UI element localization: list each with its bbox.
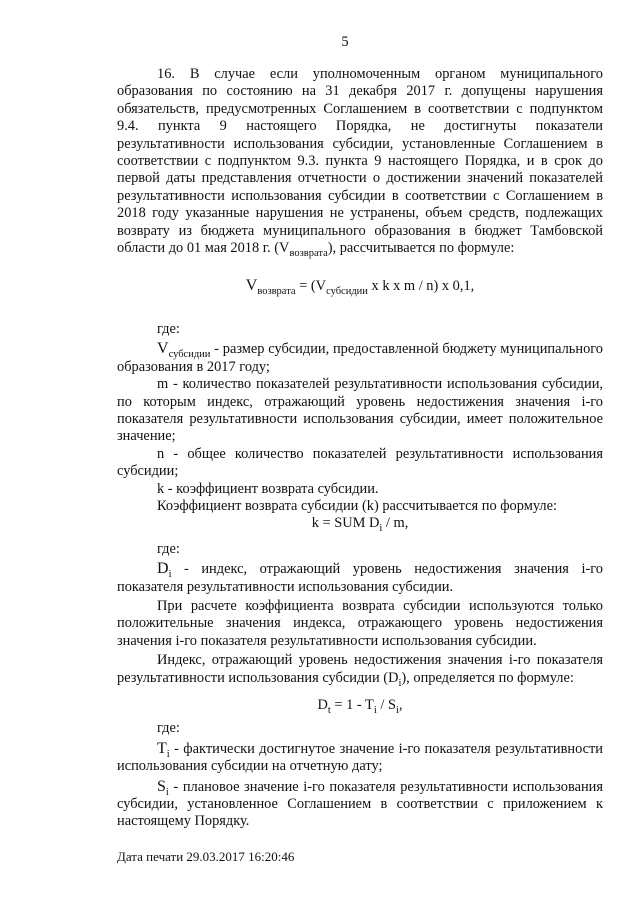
subscript: i [168, 569, 172, 581]
definition-d [117, 560, 603, 596]
definition-m: m - количество показателей результативности использования субсидии, по которым индекс, отражающий уровень недостижения значения i-го показателя результативности использования субсидии, имеет положительное значение; [117, 376, 603, 445]
formula-index [117, 697, 603, 714]
definition-text: - фактически достигнутое значение i-го показателя результативности использования субсидии на отчетную дату; [117, 740, 603, 775]
where-label: где: [157, 540, 180, 557]
formula-symbol: T [157, 739, 167, 757]
subscript: i [398, 677, 402, 689]
index-intro [117, 652, 603, 687]
subscript: i [379, 523, 383, 535]
formula-symbol: S [157, 777, 166, 795]
formula-symbol: V [245, 277, 258, 295]
subscript: i [166, 748, 170, 760]
subscript: субсидии [326, 286, 368, 298]
paragraph-16-end: ), рассчитывается по формуле: [327, 240, 515, 257]
subscript: возврата [289, 248, 328, 260]
subscript: t [327, 705, 331, 716]
paragraph-16-text: 16. В случае если уполномоченным органом муниципального образования по состоянию на 31 декабря 2017 г. допущены нарушения обязательств, предусмотренных Соглашением в соответствии с подпунктом 9.4. пункта 9 настоящего Порядка, не достигнуты показатели результативности использования субсидии, установленные Соглашением в соответствии с подпунктом 9.3. пункта 9 настоящего Порядка, и в срок до первой даты представления отчетности о достижении значений показателей результативности использования субсидии в соответствии с Соглашением в 2018 году указанные нарушения не устранены, объем средств, подлежащих возврату из бюджета муниципального образования в бюджет Тамбовской области до 01 мая 2018 г. (V [117, 66, 603, 257]
formula-symbol: D [317, 697, 328, 713]
formula-part: k = SUM D [311, 515, 380, 532]
formula-return-volume [117, 277, 603, 298]
formula-part: , [398, 697, 403, 713]
page-number: 5 [341, 34, 349, 50]
subscript: i [373, 705, 377, 716]
definition-s [117, 778, 603, 831]
definition-n: n - общее количество показателей результативности использования субсидии; [117, 445, 603, 480]
formula-part: / m, [382, 515, 409, 532]
definition-text: - плановое значение i-го показателя результативности использования субсидии, установленное Соглашением в соответствии с приложением к настоящему Порядку. [117, 778, 603, 830]
formula-k [117, 515, 603, 535]
definition-t [117, 740, 603, 776]
subscript: субсидии [168, 349, 211, 361]
definition-k: k - коэффициент возврата субсидии. [157, 480, 379, 497]
calculation-note: При расчете коэффициента возврата субсидии используются только положительные значения индекса, отражающего уровень недостижения значения i-го показателя результативности использования субсидии. [117, 597, 603, 649]
formula-symbol: V [157, 340, 169, 358]
print-date-footer: Дата печати 29.03.2017 16:20:46 [117, 849, 295, 864]
paragraph-text: Индекс, отражающий уровень недостижения значения i-го показателя результативности использования субсидии (D [117, 652, 603, 686]
formula-symbol: D [157, 560, 169, 578]
where-label: где: [157, 720, 180, 737]
formula-part: = 1 - T [330, 697, 374, 713]
formula-part: / S [376, 697, 396, 713]
subscript: i [395, 705, 399, 716]
definition-text: - размер субсидии, предоставленной бюджету муниципального образования в 2017 году; [117, 341, 603, 375]
paragraph-text: ), определяется по формуле: [401, 669, 574, 686]
subscript: i [165, 786, 169, 798]
k-intro: Коэффициент возврата субсидии (k) рассчитывается по формуле: [157, 497, 557, 514]
where-label: где: [157, 320, 180, 337]
definition-v-subsidy [117, 340, 603, 376]
formula-part: x k x m / n) x 0,1, [367, 278, 475, 295]
document-body [117, 66, 603, 831]
formula-part: = (V [295, 278, 327, 295]
definition-text: - индекс, отражающий уровень недостижения значения i-го показателя результативности использования субсидии. [117, 561, 603, 595]
subscript: возврата [257, 286, 296, 298]
paragraph-16 [117, 66, 603, 260]
